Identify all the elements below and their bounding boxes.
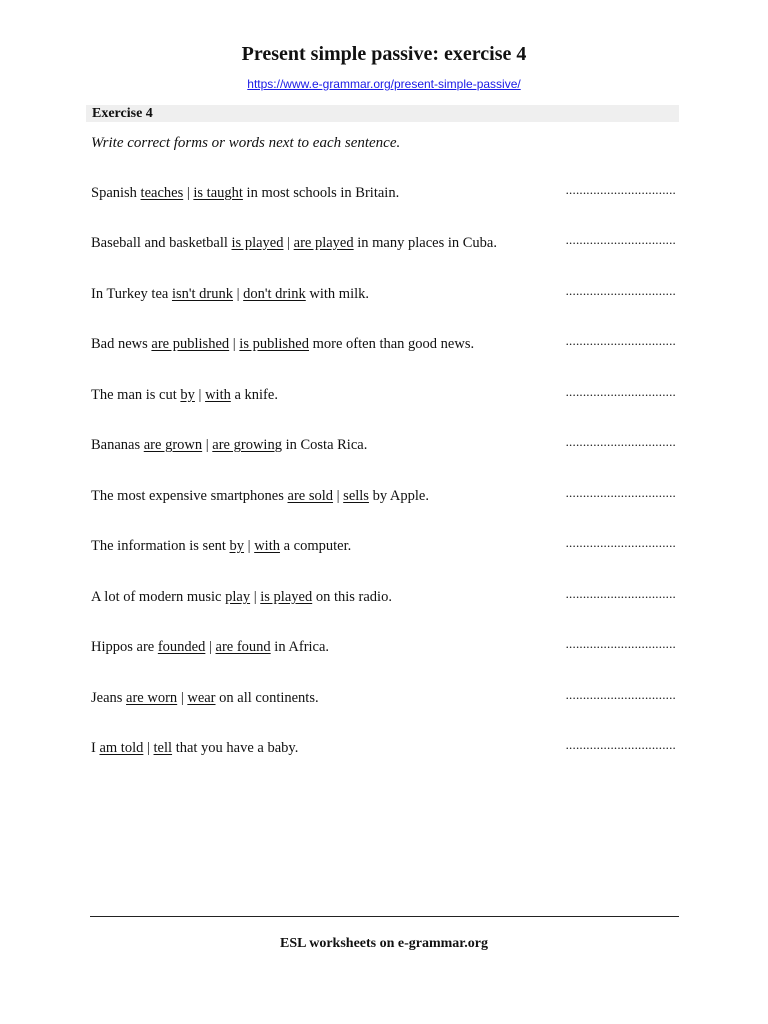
exercise-item <box>91 334 681 354</box>
answer-blank[interactable]: ................................ <box>565 636 676 651</box>
exercise-item <box>91 688 681 708</box>
source-url-line <box>0 76 768 92</box>
option-separator: | <box>194 387 206 403</box>
option-two: is played <box>260 589 313 605</box>
sentence-text: A lot of modern music <box>91 589 226 605</box>
option-one: is played <box>231 235 284 251</box>
sentence-text: in Africa. <box>270 639 330 655</box>
sentence-text: The man is cut <box>91 387 181 403</box>
exercise-sentence <box>91 334 474 354</box>
exercise-item <box>91 284 681 304</box>
option-one: by <box>180 387 195 403</box>
option-two: tell <box>153 740 173 756</box>
exercise-sentence <box>91 233 497 253</box>
exercise-sentence <box>91 486 429 506</box>
option-separator: | <box>229 336 240 352</box>
answer-blank[interactable]: ................................ <box>565 333 676 348</box>
option-two: are found <box>215 639 271 655</box>
option-separator: | <box>177 690 188 706</box>
option-two: don't drink <box>243 286 306 302</box>
exercise-sentence <box>91 435 367 455</box>
exercise-sentence <box>91 536 351 556</box>
option-two: is published <box>239 336 309 352</box>
option-one: are published <box>151 336 230 352</box>
exercise-sentence <box>91 385 278 405</box>
option-separator: | <box>250 589 261 605</box>
sentence-text: I <box>91 740 100 756</box>
exercise-item <box>91 233 681 253</box>
option-one: are worn <box>126 690 178 706</box>
exercise-item <box>91 435 681 455</box>
sentence-text: a knife. <box>230 387 278 403</box>
option-two: wear <box>187 690 216 706</box>
option-one: founded <box>157 639 206 655</box>
sentence-text: in most schools in Britain. <box>242 185 400 201</box>
option-two: are growing <box>212 437 282 453</box>
answer-blank[interactable]: ................................ <box>565 535 676 550</box>
footer-divider <box>90 916 679 917</box>
sentence-text: Bananas <box>91 437 144 453</box>
exercise-item <box>91 587 681 607</box>
option-two: sells <box>343 488 369 504</box>
option-one: are sold <box>287 488 334 504</box>
option-separator: | <box>205 639 216 655</box>
option-separator: | <box>333 488 344 504</box>
exercise-item <box>91 637 681 657</box>
sentence-text: on all continents. <box>215 690 319 706</box>
option-one: are grown <box>143 437 203 453</box>
exercise-sentence <box>91 637 329 657</box>
exercise-sentence <box>91 183 399 203</box>
exercise-item <box>91 486 681 506</box>
sentence-text: The most expensive smartphones <box>91 488 288 504</box>
footer-text: ESL worksheets on e-grammar.org <box>280 936 488 951</box>
sentence-text: Hippos are <box>91 639 158 655</box>
exercise-heading: Exercise 4 <box>92 106 153 121</box>
option-separator: | <box>183 185 194 201</box>
exercise-sentence <box>91 284 369 304</box>
answer-blank[interactable]: ................................ <box>565 384 676 399</box>
option-two: are played <box>293 235 354 251</box>
option-separator: | <box>244 538 255 554</box>
sentence-text: on this radio. <box>312 589 392 605</box>
option-one: isn't drunk <box>171 286 233 302</box>
option-separator: | <box>202 437 213 453</box>
exercise-item <box>91 738 681 758</box>
sentence-text: by Apple. <box>368 488 429 504</box>
answer-blank[interactable]: ................................ <box>565 283 676 298</box>
answer-blank[interactable]: ................................ <box>565 737 676 752</box>
exercise-sentence <box>91 587 392 607</box>
option-two: is taught <box>193 185 243 201</box>
option-separator: | <box>283 235 294 251</box>
sentence-text: more often than good news. <box>308 336 475 352</box>
sentence-text: in Costa Rica. <box>281 437 368 453</box>
exercise-instruction: Write correct forms or words next to each sentence. <box>91 135 401 151</box>
answer-blank[interactable]: ................................ <box>565 687 676 702</box>
sentence-text: Bad news <box>91 336 152 352</box>
option-one: play <box>225 589 251 605</box>
exercise-item <box>91 183 681 203</box>
option-one: am told <box>99 740 144 756</box>
answer-blank[interactable]: ................................ <box>565 434 676 449</box>
exercise-sentence <box>91 688 319 708</box>
option-two: with <box>205 387 231 403</box>
exercise-sentence <box>91 738 298 758</box>
exercise-item <box>91 536 681 556</box>
answer-blank[interactable]: ................................ <box>565 586 676 601</box>
sentence-text: in many places in Cuba. <box>353 235 497 251</box>
answer-blank[interactable]: ................................ <box>565 232 676 247</box>
option-separator: | <box>143 740 154 756</box>
option-two: with <box>254 538 280 554</box>
sentence-text: that you have a baby. <box>172 740 299 756</box>
option-one: teaches <box>140 185 184 201</box>
exercise-item <box>91 385 681 405</box>
sentence-text: Jeans <box>91 690 127 706</box>
option-separator: | <box>233 286 244 302</box>
sentence-text: In Turkey tea <box>91 286 172 302</box>
sentence-text: Baseball and basketball <box>91 235 232 251</box>
page-title: Present simple passive: exercise 4 <box>241 43 527 65</box>
sentence-text: with milk. <box>305 286 370 302</box>
exercise-heading-bar <box>86 105 679 122</box>
sentence-text: a computer. <box>279 538 352 554</box>
source-link[interactable]: https://www.e-grammar.org/present-simple-passive/ <box>247 77 521 91</box>
sentence-text: The information is sent <box>91 538 230 554</box>
sentence-text: Spanish <box>91 185 141 201</box>
answer-blank[interactable]: ................................ <box>565 485 676 500</box>
answer-blank[interactable]: ................................ <box>565 182 676 197</box>
option-one: by <box>229 538 245 554</box>
